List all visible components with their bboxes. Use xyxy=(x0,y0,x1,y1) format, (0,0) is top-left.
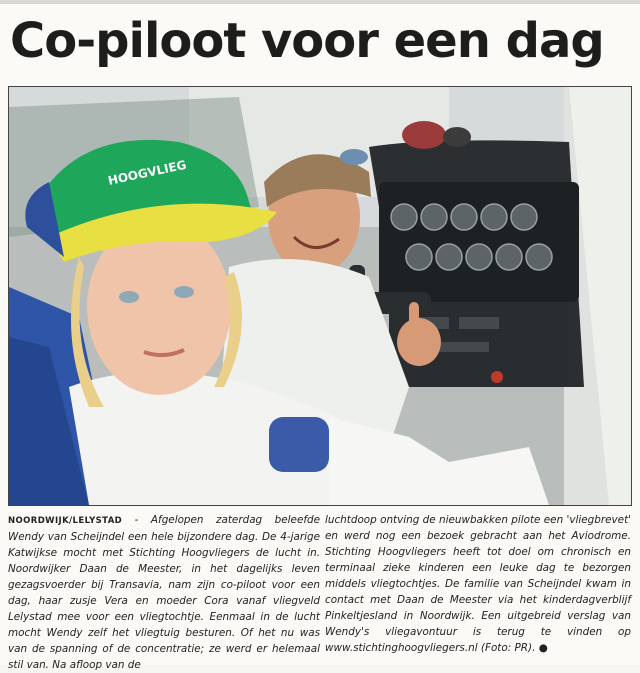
cap-logo-text: HOOGVLIEG xyxy=(106,157,188,188)
article-column-2-text: luchtdoop ontving de nieuwbakken pilote een 'vliegbrevet' en werd nog een bezoek gebracht aan het Aviodrome. Stichting Hoogvliegers heeft tot doel om chronisch en terminaal zieke kinderen een leuke dag te bezorgen middels vliegtochtjes. De familie van Scheijndel kwam in contact met Daan de Meester via het kinderdagverblijf Pinkeltjesland in Noordwijk. Een uitgebreid verslag van Wendy's vliegavontuur is terug te vinden op www.stichtinghoogvliegers.nl (Foto: PR). xyxy=(325,514,631,654)
dateline: NOORDWIJK/LELYSTAD xyxy=(8,516,123,526)
article-column-2 xyxy=(325,512,631,656)
headline: Co-piloot voor een dag xyxy=(10,13,604,69)
cockpit-photo xyxy=(9,87,631,505)
article-column-1 xyxy=(8,512,320,673)
article-column-1-text: - Afgelopen zaterdag beleefde Wendy van Scheijndel een hele bijzondere dag. De 4-jarige Katwijkse mocht met Stichting Hoogvliegers de lucht in. Noordwijker Daan de Meester, in het dagelijks leven gezagsvoerder bij Transavia, nam zijn co-piloot voor een dag, haar zusje Vera en moeder Cora vanaf vliegveld Lelystad mee voor een vliegtochtje. Eenmaal in de lucht mocht Wendy zelf het vliegtuig besturen. Of het nu was van de spanning of de concentratie; ze werd er helemaal stil van. Na afloop van de xyxy=(8,514,320,671)
end-mark: ● xyxy=(538,642,548,654)
photo xyxy=(8,86,632,506)
top-rule xyxy=(0,0,640,4)
